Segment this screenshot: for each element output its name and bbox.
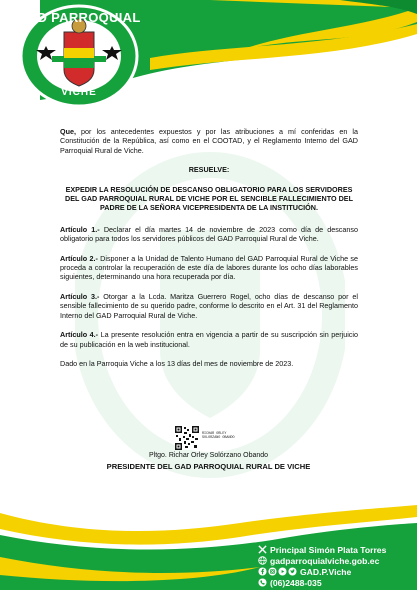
footer-website[interactable]: gadparroquialviche.gob.ec — [270, 555, 380, 566]
gad-logo — [14, 2, 144, 110]
phone-row[interactable] — [258, 577, 417, 588]
website-row[interactable] — [258, 555, 417, 566]
logo-subtitle: VICHE — [61, 87, 97, 98]
article-4-text: La presente resolución entra en vigencia a partir de su suscripción sin perjuicio de su publicación en la web institucional. — [60, 330, 358, 349]
preamble-text: por los antecedentes expuestos y por las atribuciones a mí conferidas en la Constitución de la República, así como en el COOTAD, y el Reglamento Interno del GAD Parroquial Rural de Viche. — [60, 127, 358, 155]
article-2-text: Disponer a la Unidad de Talento Humano del GAD Parroquial Rural de Viche se proceda a controlar la recuperación de este día de labores durante los ocho días laborables siguientes, determinando una hora recuperada por día. — [60, 253, 358, 282]
article-3-text: Otorgar a la Lcda. Maritza Guerrero Rogel, ocho días de descanso por el sensible fallecimiento de su querido padre, conforme lo descrito en el Art. 31 del Reglamento Interno del GAD Parroquial Rural de Viche. — [60, 291, 358, 320]
phone-icon — [258, 578, 267, 587]
footer-address: Principal Simón Plata Torres — [270, 544, 387, 555]
article-2-title: Artículo 2.- — [60, 253, 98, 263]
resuelve-heading: RESUELVE: — [188, 165, 230, 175]
resolution-title: EXPEDIR LA RESOLUCIÓN DE DESCANSO OBLIGATORIO PARA LOS SERVIDORES DEL GAD PARROQUIAL RURAL DE VICHE POR EL SENCIBLE FALLECIMIENTO DEL PADRE DE LA SEÑORA VICEPRESIDENTA DE LA INSTITUCIÓN. — [65, 184, 353, 213]
footer-social-handle[interactable]: GAD.P.Viche — [300, 566, 352, 577]
resolution-body — [60, 127, 358, 378]
globe-icon — [258, 556, 267, 565]
signer-name: Pltgo. Richar Orley Solórzano Obando — [148, 452, 269, 459]
preamble-lead: Que, — [60, 127, 76, 136]
qr-signer-line-1: RICHAR ORLEY — [202, 432, 227, 436]
dated-line: Dado en la Parroquia Viche a los 13 días del mes de noviembre de 2023. — [60, 358, 294, 368]
preamble-paragraph — [60, 127, 358, 155]
article-1 — [60, 225, 358, 244]
article-1-text: Declarar el día martes 14 de noviembre de 2023 como día de descanso obligatorio para todos los servidores públicos del GAD Parroquial Rural de Viche. — [60, 224, 358, 244]
qr-signer-caption — [202, 432, 235, 440]
social-row[interactable] — [258, 566, 417, 577]
signer-title: PRESIDENTE DEL GAD PARROQUIAL RURAL DE VICHE — [106, 462, 311, 471]
logo-title: GAD PARROQUIAL — [17, 10, 141, 25]
article-4 — [60, 330, 358, 349]
article-4-title: Artículo 4.- — [60, 330, 99, 340]
instagram-icon[interactable] — [268, 567, 277, 576]
crossroads-icon — [258, 545, 267, 554]
facebook-icon[interactable] — [258, 567, 267, 576]
qr-signer-line-2: SOLORZANO OBANDO — [202, 436, 235, 440]
article-2 — [60, 254, 358, 282]
qr-signature-icon[interactable] — [175, 426, 199, 450]
twitter-icon[interactable] — [288, 567, 297, 576]
footer-contacts — [258, 544, 417, 588]
article-1-title: Artículo 1.- — [60, 224, 100, 234]
article-3-title: Artículo 3.- — [60, 291, 100, 301]
footer-phone[interactable]: (06)2488-035 — [270, 577, 322, 588]
article-3 — [60, 292, 358, 320]
address-row — [258, 544, 417, 555]
youtube-icon[interactable] — [278, 567, 287, 576]
